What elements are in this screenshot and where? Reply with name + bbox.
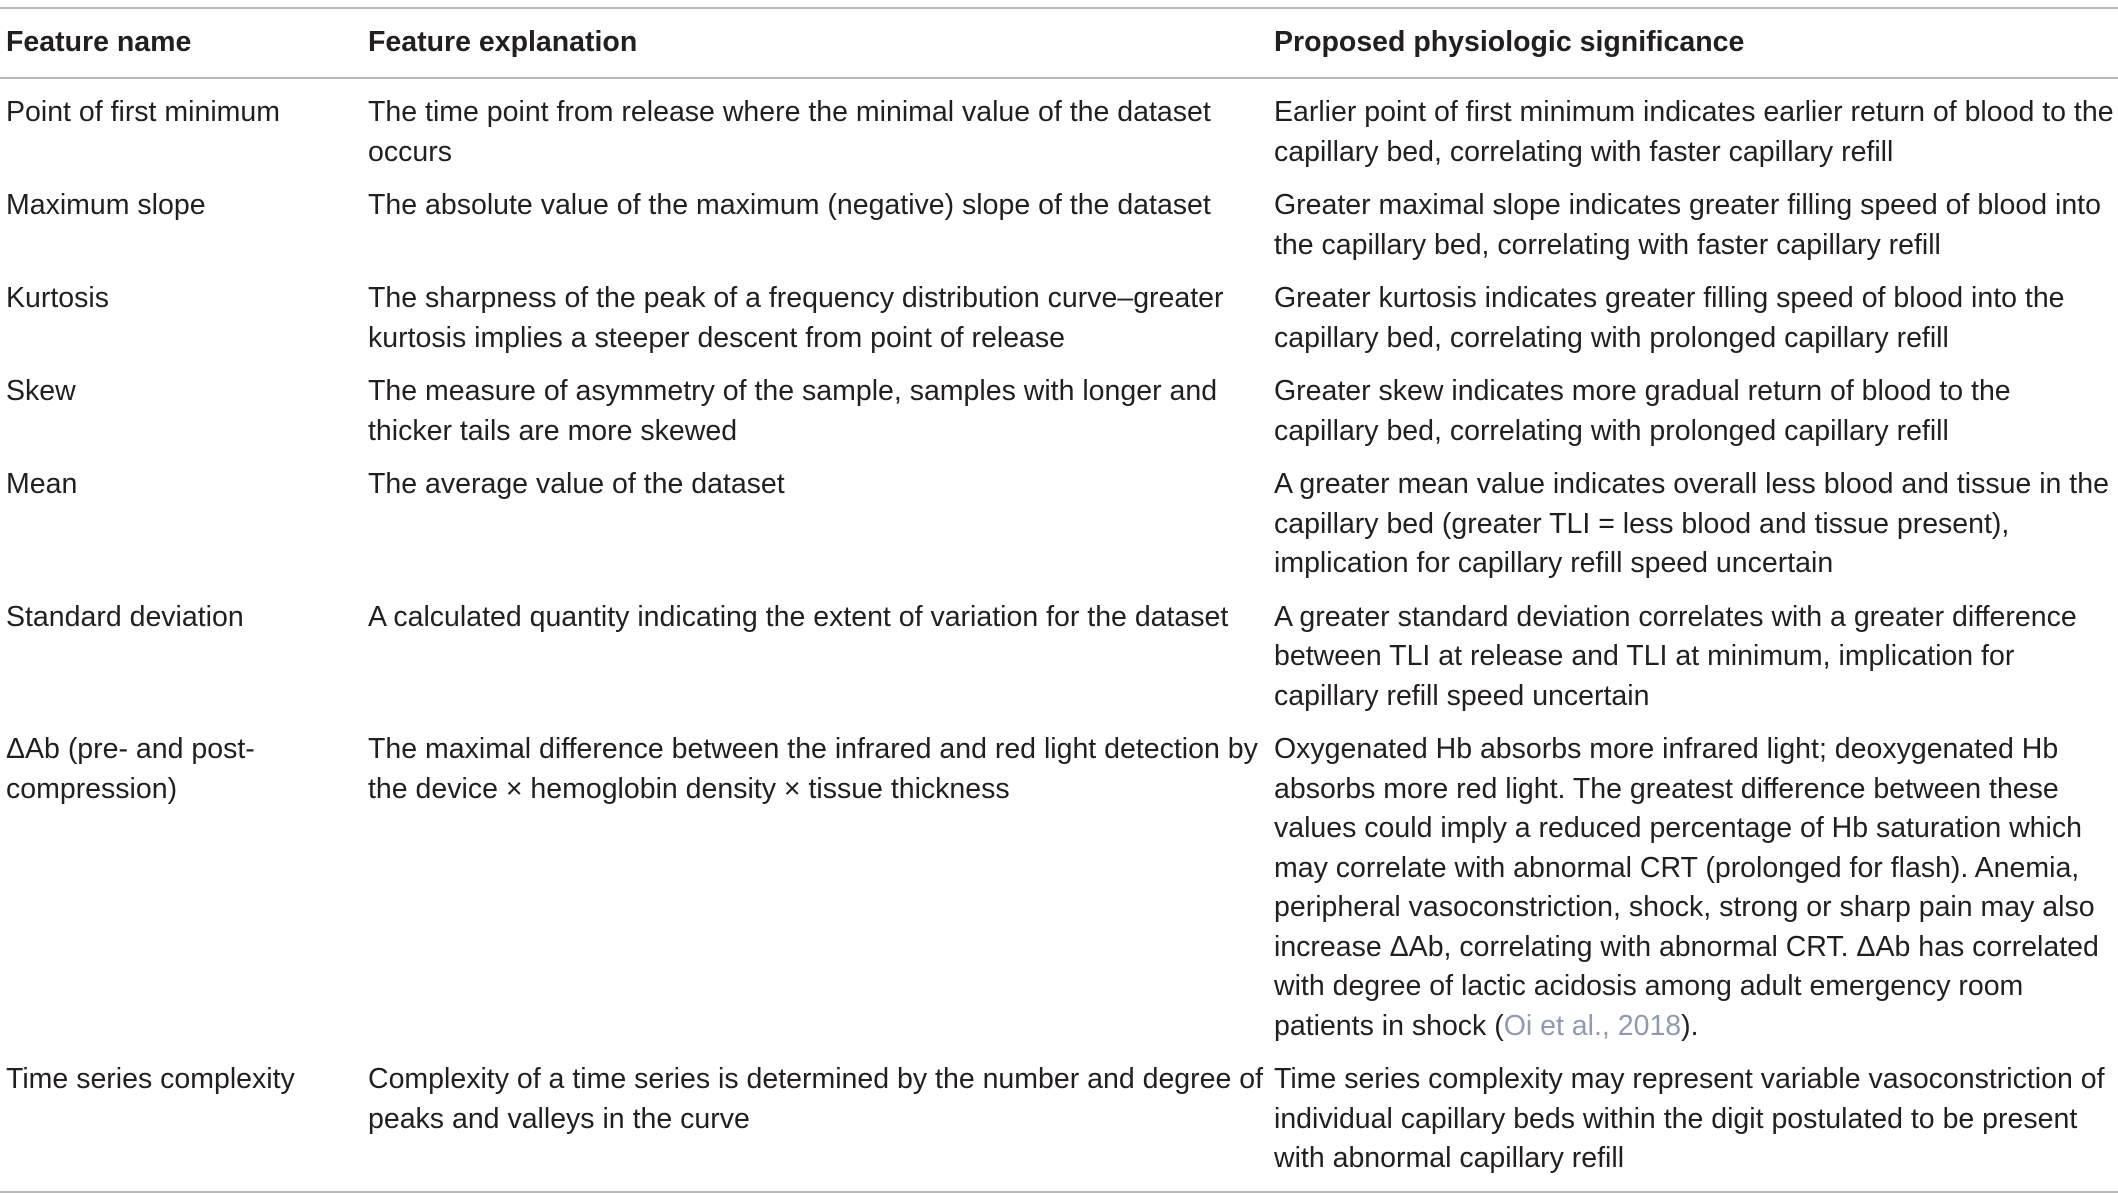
feature-name-cell: Skew bbox=[6, 375, 76, 407]
header-row bbox=[0, 8, 2118, 78]
feature-table bbox=[0, 7, 2118, 1193]
significance-cell: Greater skew indicates more gradual return of blood to the capillary bed, correlating with prolonged capillary refill bbox=[1274, 375, 2011, 447]
feature-name-cell: Standard deviation bbox=[6, 600, 244, 633]
feature-explanation-cell: The maximal difference between the infrared and red light detection by the device × hemoglobin density × tissue thickness bbox=[368, 733, 1258, 805]
table-body bbox=[0, 78, 2118, 1192]
table-row bbox=[0, 459, 2118, 592]
feature-explanation-cell: The time point from release where the minimal value of the dataset occurs bbox=[368, 96, 1211, 168]
significance-text: Oxygenated Hb absorbs more infrared light; deoxygenated Hb absorbs more red light. The greatest difference between these values could imply a reduced percentage of Hb saturation which may correlate with abnormal CRT (prolonged for flash). Anemia, peripheral vasoconstriction, shock, strong or sharp pain may also increase ΔAb, correlating with abnormal CRT. ΔAb has correlated with degree of lactic acidosis among adult emergency room patients in shock ( bbox=[1274, 733, 2099, 1042]
feature-explanation-cell: The average value of the dataset bbox=[368, 468, 785, 500]
table-row bbox=[0, 273, 2118, 366]
header-feature-explanation: Feature explanation bbox=[368, 26, 638, 59]
significance-cell bbox=[1268, 724, 2118, 1054]
significance-cell: Time series complexity may represent variable vasoconstriction of individual capillary beds within the digit postulated to be present with abnormal capillary refill bbox=[1274, 1063, 2105, 1174]
feature-explanation-cell: The measure of asymmetry of the sample, samples with longer and thicker tails are more skewed bbox=[368, 375, 1218, 447]
feature-explanation-cell: The absolute value of the maximum (negative) slope of the dataset bbox=[368, 189, 1211, 221]
citation-link[interactable]: Oi et al., 2018 bbox=[1503, 1009, 1682, 1042]
header-significance: Proposed physiologic significance bbox=[1274, 26, 1745, 59]
table-row bbox=[0, 180, 2118, 273]
significance-cell: Greater maximal slope indicates greater filling speed of blood into the capillary bed, correlating with faster capillary refill bbox=[1274, 189, 2101, 261]
table-row bbox=[0, 592, 2118, 725]
feature-name-cell: Kurtosis bbox=[6, 282, 109, 314]
feature-name-cell: Maximum slope bbox=[6, 189, 206, 221]
feature-explanation-cell: The sharpness of the peak of a frequency distribution curve–greater kurtosis implies a steeper descent from point of release bbox=[368, 282, 1224, 354]
feature-explanation-cell: A calculated quantity indicating the extent of variation for the dataset bbox=[368, 600, 1229, 633]
feature-table-container bbox=[0, 7, 2118, 1193]
table-row bbox=[0, 1054, 2118, 1192]
feature-name-cell: ΔAb (pre- and post-compression) bbox=[6, 733, 255, 805]
table-row bbox=[0, 78, 2118, 180]
table-header bbox=[0, 8, 2118, 78]
significance-cell: Greater kurtosis indicates greater filling speed of blood into the capillary bed, correlating with prolonged capillary refill bbox=[1274, 282, 2065, 354]
header-feature-name: Feature name bbox=[6, 26, 192, 59]
significance-cell: Earlier point of first minimum indicates earlier return of blood to the capillary bed, correlating with faster capillary refill bbox=[1274, 96, 2114, 168]
feature-name-cell: Point of first minimum bbox=[6, 96, 280, 128]
table-row bbox=[0, 366, 2118, 459]
significance-cell: A greater standard deviation correlates with a greater difference between TLI at release and TLI at minimum, implication for capillary refill speed uncertain bbox=[1274, 600, 2077, 712]
table-row bbox=[0, 724, 2118, 1054]
feature-name-cell: Mean bbox=[6, 468, 78, 500]
significance-cell: A greater mean value indicates overall less blood and tissue in the capillary bed (greater TLI = less blood and tissue present), implication for capillary refill speed uncertain bbox=[1274, 468, 2109, 579]
feature-name-cell: Time series complexity bbox=[6, 1063, 295, 1095]
feature-explanation-cell: Complexity of a time series is determined by the number and degree of peaks and valleys in the curve bbox=[368, 1063, 1264, 1135]
significance-end: ). bbox=[1681, 1009, 1699, 1042]
